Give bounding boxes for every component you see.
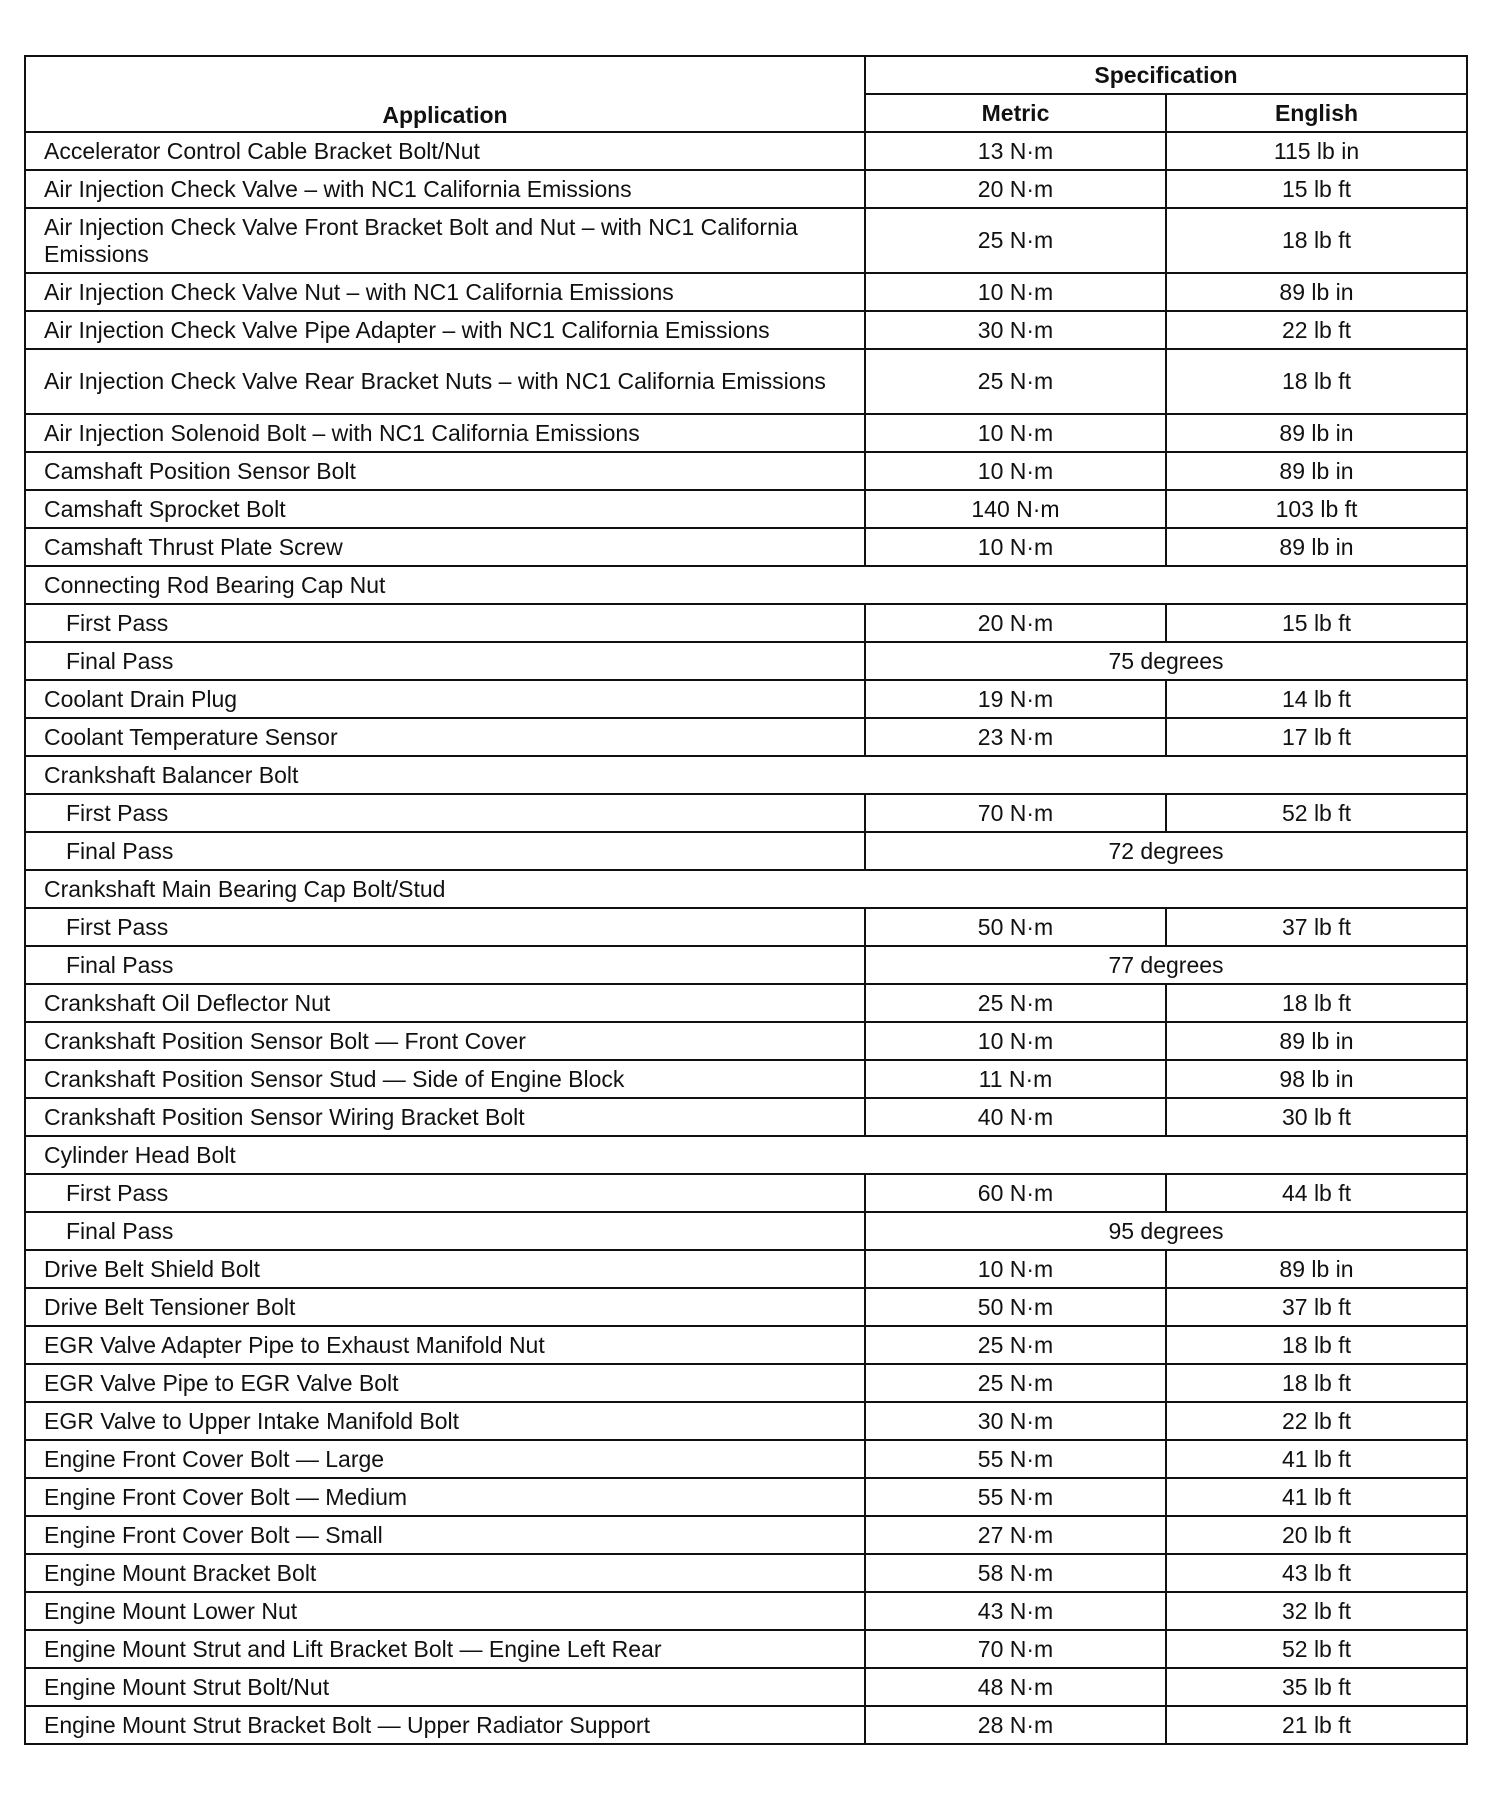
metric-cell: 40 N·m [865,1098,1166,1136]
table-row [25,1402,1467,1440]
application-cell: Final Pass [25,832,865,870]
metric-cell: 28 N·m [865,1706,1166,1744]
table-row [25,680,1467,718]
table-row [25,273,1467,311]
application-cell: Engine Front Cover Bolt — Large [25,1440,865,1478]
english-cell: 43 lb ft [1166,1554,1467,1592]
application-cell: First Pass [25,908,865,946]
metric-cell: 23 N·m [865,718,1166,756]
metric-cell: 11 N·m [865,1060,1166,1098]
english-cell: 89 lb in [1166,1250,1467,1288]
table-row [25,1516,1467,1554]
english-cell: 14 lb ft [1166,680,1467,718]
table-row [25,1250,1467,1288]
application-cell: Air Injection Check Valve – with NC1 California Emissions [25,170,865,208]
english-cell: 89 lb in [1166,273,1467,311]
metric-cell: 10 N·m [865,414,1166,452]
application-cell: Engine Mount Strut Bracket Bolt — Upper Radiator Support [25,1706,865,1744]
table-row [25,946,1467,984]
english-cell: 37 lb ft [1166,908,1467,946]
application-cell: Connecting Rod Bearing Cap Nut [25,566,1467,604]
table-row [25,1098,1467,1136]
table-row [25,1022,1467,1060]
table-row [25,1630,1467,1668]
application-cell: Cylinder Head Bolt [25,1136,1467,1174]
english-cell: 52 lb ft [1166,794,1467,832]
metric-cell: 27 N·m [865,1516,1166,1554]
angle-cell: 95 degrees [865,1212,1467,1250]
metric-cell: 25 N·m [865,208,1166,273]
metric-cell: 70 N·m [865,794,1166,832]
metric-cell: 48 N·m [865,1668,1166,1706]
table-row [25,794,1467,832]
english-cell: 41 lb ft [1166,1440,1467,1478]
application-cell: Crankshaft Main Bearing Cap Bolt/Stud [25,870,1467,908]
metric-cell: 25 N·m [865,1364,1166,1402]
metric-cell: 25 N·m [865,984,1166,1022]
table-body [25,132,1467,1744]
metric-cell: 140 N·m [865,490,1166,528]
metric-cell: 10 N·m [865,528,1166,566]
metric-cell: 50 N·m [865,1288,1166,1326]
metric-cell: 55 N·m [865,1478,1166,1516]
table-row [25,604,1467,642]
application-cell: Engine Mount Bracket Bolt [25,1554,865,1592]
application-cell: Final Pass [25,1212,865,1250]
table-row [25,132,1467,170]
angle-cell: 77 degrees [865,946,1467,984]
english-cell: 89 lb in [1166,452,1467,490]
table-row [25,984,1467,1022]
table-row [25,1440,1467,1478]
metric-cell: 30 N·m [865,311,1166,349]
metric-cell: 70 N·m [865,1630,1166,1668]
table-row [25,208,1467,273]
table-row [25,1364,1467,1402]
application-cell: Camshaft Position Sensor Bolt [25,452,865,490]
metric-cell: 10 N·m [865,273,1166,311]
application-cell: First Pass [25,1174,865,1212]
application-cell: Engine Mount Strut Bolt/Nut [25,1668,865,1706]
application-cell: Air Injection Check Valve Pipe Adapter – with NC1 California Emissions [25,311,865,349]
application-cell: Crankshaft Balancer Bolt [25,756,1467,794]
english-cell: 35 lb ft [1166,1668,1467,1706]
table-row [25,1668,1467,1706]
application-cell: Camshaft Sprocket Bolt [25,490,865,528]
table-row [25,414,1467,452]
table-row [25,908,1467,946]
application-cell: Drive Belt Tensioner Bolt [25,1288,865,1326]
table-row [25,642,1467,680]
metric-cell: 50 N·m [865,908,1166,946]
english-header: English [1166,94,1467,132]
application-cell: Engine Mount Lower Nut [25,1592,865,1630]
table-row [25,1212,1467,1250]
metric-cell: 58 N·m [865,1554,1166,1592]
english-cell: 18 lb ft [1166,349,1467,414]
english-cell: 103 lb ft [1166,490,1467,528]
table-row [25,756,1467,794]
english-cell: 44 lb ft [1166,1174,1467,1212]
table-row [25,528,1467,566]
english-cell: 52 lb ft [1166,1630,1467,1668]
application-cell: Camshaft Thrust Plate Screw [25,528,865,566]
english-cell: 17 lb ft [1166,718,1467,756]
table-row [25,1060,1467,1098]
application-cell: Engine Mount Strut and Lift Bracket Bolt — Engine Left Rear [25,1630,865,1668]
application-cell: First Pass [25,604,865,642]
table-row [25,311,1467,349]
angle-cell: 72 degrees [865,832,1467,870]
english-cell: 20 lb ft [1166,1516,1467,1554]
specification-header: Specification [865,56,1467,94]
application-cell: Coolant Drain Plug [25,680,865,718]
torque-specification-table [24,55,1468,1745]
metric-cell: 10 N·m [865,1250,1166,1288]
english-cell: 18 lb ft [1166,1326,1467,1364]
english-cell: 32 lb ft [1166,1592,1467,1630]
application-cell: Final Pass [25,642,865,680]
metric-header: Metric [865,94,1166,132]
metric-cell: 20 N·m [865,604,1166,642]
application-cell: Engine Front Cover Bolt — Small [25,1516,865,1554]
table-row [25,1288,1467,1326]
application-header: Application [25,56,865,132]
table-row [25,1174,1467,1212]
metric-cell: 10 N·m [865,452,1166,490]
table-row [25,1592,1467,1630]
table-row [25,1554,1467,1592]
english-cell: 18 lb ft [1166,1364,1467,1402]
table-row [25,1706,1467,1744]
table-row [25,718,1467,756]
table-row [25,870,1467,908]
table-row [25,452,1467,490]
application-cell: Coolant Temperature Sensor [25,718,865,756]
application-cell: Air Injection Solenoid Bolt – with NC1 California Emissions [25,414,865,452]
table-header [25,56,1467,132]
angle-cell: 75 degrees [865,642,1467,680]
english-cell: 30 lb ft [1166,1098,1467,1136]
application-cell: Air Injection Check Valve Nut – with NC1 California Emissions [25,273,865,311]
metric-cell: 19 N·m [865,680,1166,718]
application-cell: EGR Valve Adapter Pipe to Exhaust Manifold Nut [25,1326,865,1364]
english-cell: 18 lb ft [1166,208,1467,273]
application-cell: Final Pass [25,946,865,984]
english-cell: 37 lb ft [1166,1288,1467,1326]
application-cell: First Pass [25,794,865,832]
metric-cell: 55 N·m [865,1440,1166,1478]
application-cell: Crankshaft Position Sensor Wiring Bracket Bolt [25,1098,865,1136]
english-cell: 115 lb in [1166,132,1467,170]
metric-cell: 10 N·m [865,1022,1166,1060]
english-cell: 89 lb in [1166,1022,1467,1060]
application-cell: Air Injection Check Valve Front Bracket Bolt and Nut – with NC1 California Emissions [25,208,865,273]
application-cell: Crankshaft Oil Deflector Nut [25,984,865,1022]
application-cell: Drive Belt Shield Bolt [25,1250,865,1288]
table-row [25,1478,1467,1516]
application-cell: Air Injection Check Valve Rear Bracket Nuts – with NC1 California Emissions [25,349,865,414]
table-row [25,1326,1467,1364]
metric-cell: 43 N·m [865,1592,1166,1630]
metric-cell: 25 N·m [865,1326,1166,1364]
table-row [25,566,1467,604]
table-row [25,1136,1467,1174]
english-cell: 18 lb ft [1166,984,1467,1022]
english-cell: 41 lb ft [1166,1478,1467,1516]
table-row [25,490,1467,528]
application-cell: Crankshaft Position Sensor Bolt — Front Cover [25,1022,865,1060]
metric-cell: 60 N·m [865,1174,1166,1212]
english-cell: 89 lb in [1166,528,1467,566]
application-cell: Accelerator Control Cable Bracket Bolt/Nut [25,132,865,170]
application-cell: Engine Front Cover Bolt — Medium [25,1478,865,1516]
application-cell: Crankshaft Position Sensor Stud — Side of Engine Block [25,1060,865,1098]
metric-cell: 20 N·m [865,170,1166,208]
table-row [25,170,1467,208]
english-cell: 22 lb ft [1166,311,1467,349]
english-cell: 21 lb ft [1166,1706,1467,1744]
metric-cell: 25 N·m [865,349,1166,414]
english-cell: 89 lb in [1166,414,1467,452]
table-row [25,349,1467,414]
english-cell: 15 lb ft [1166,604,1467,642]
metric-cell: 13 N·m [865,132,1166,170]
application-cell: EGR Valve to Upper Intake Manifold Bolt [25,1402,865,1440]
english-cell: 15 lb ft [1166,170,1467,208]
metric-cell: 30 N·m [865,1402,1166,1440]
application-cell: EGR Valve Pipe to EGR Valve Bolt [25,1364,865,1402]
english-cell: 98 lb in [1166,1060,1467,1098]
table-row [25,832,1467,870]
english-cell: 22 lb ft [1166,1402,1467,1440]
